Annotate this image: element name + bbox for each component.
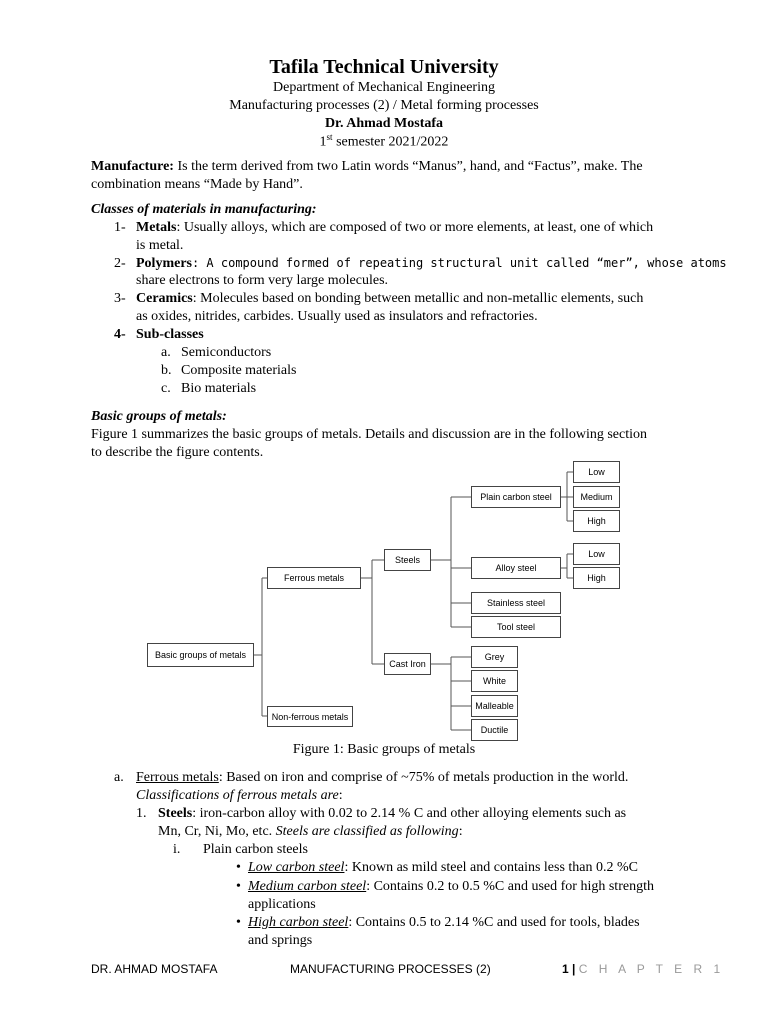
node-basic-groups: Basic groups of metals <box>147 643 254 667</box>
manufacture-line-2: combination means “Made by Hand”. <box>91 177 303 192</box>
bullet-icon: • <box>236 915 241 930</box>
node-grey: Grey <box>471 646 518 668</box>
subclass-letter-a: a. <box>161 345 171 360</box>
node-cast-iron: Cast Iron <box>384 653 431 675</box>
class-term: Polymers <box>136 256 192 271</box>
node-alloy-steel: Alloy steel <box>471 557 561 579</box>
node-high-plain: High <box>573 510 620 532</box>
steels-term: Steels <box>158 806 193 821</box>
chapter-label: C H A P T E R 1 <box>578 962 725 976</box>
steels-text: : iron-carbon alloy with 0.02 to 2.14 % C and other alloying elements such as <box>192 806 627 821</box>
manufacture-text: Is the term derived from two Latin words “Manus”, hand, and “Factus”, make. The <box>173 159 643 174</box>
bullet-text: : Contains 0.5 to 2.14 %C and used for tools, blades <box>348 915 640 930</box>
ferrous-classification-colon: : <box>338 788 343 803</box>
instructor-name: Dr. Ahmad Mostafa <box>324 116 444 131</box>
bullet-low-carbon <box>248 860 638 876</box>
ferrous-text: : Based on iron and comprise of ~75% of metals production in the world. <box>218 770 629 785</box>
node-steels: Steels <box>384 549 431 571</box>
class-item-subclasses: Sub-classes <box>136 327 204 342</box>
ferrous-letter: a. <box>114 770 124 785</box>
figure-caption: Figure 1: Basic groups of metals <box>292 742 476 757</box>
steels-num: 1. <box>136 806 147 821</box>
ferrous-line <box>136 770 628 786</box>
node-white: White <box>471 670 518 692</box>
node-low-plain: Low <box>573 461 620 483</box>
subclass-composite: Composite materials <box>181 363 297 378</box>
bullet-text: : Contains 0.2 to 0.5 %C and used for high strength <box>366 879 654 894</box>
class-text: : Usually alloys, which are composed of two or more elements, at least, one of which <box>176 220 654 235</box>
class-item-metals-cont: is metal. <box>136 238 184 253</box>
node-medium-plain: Medium <box>573 486 620 508</box>
footer-course: MANUFACTURING PROCESSES (2) <box>290 962 491 976</box>
footer-author: DR. AHMAD MOSTAFA <box>91 962 218 976</box>
bullet-medium-carbon <box>248 879 654 895</box>
class-item-ceramics-cont: as oxides, nitrides, carbides. Usually used as insulators and refractories. <box>136 309 538 324</box>
steels-line-2 <box>158 824 463 840</box>
subclass-bio: Bio materials <box>181 381 257 396</box>
steels-colon: : <box>458 824 463 839</box>
node-malleable: Malleable <box>471 695 518 717</box>
footer-separator: | <box>572 962 576 976</box>
subclass-letter-b: b. <box>161 363 172 378</box>
basic-groups-line-2: to describe the figure contents. <box>91 445 264 460</box>
ferrous-classification-text: Classifications of ferrous metals are <box>136 788 339 803</box>
semester-text: semester 2021/2022 <box>332 134 449 150</box>
subclass-letter-c: c. <box>161 381 171 396</box>
plain-carbon-steels-label: Plain carbon steels <box>203 842 308 857</box>
classes-heading: Classes of materials in manufacturing: <box>91 202 317 217</box>
node-ductile: Ductile <box>471 719 518 741</box>
bullet-text: : Known as mild steel and contains less than 0.2 %C <box>344 860 639 875</box>
bullet-medium-carbon-cont: applications <box>248 897 316 912</box>
class-item-num-4: 4- <box>114 327 126 342</box>
department-line: Department of Mechanical Engineering <box>273 80 495 95</box>
page-number: 1 <box>562 962 569 976</box>
node-ferrous-metals: Ferrous metals <box>267 567 361 589</box>
node-plain-carbon-steel: Plain carbon steel <box>471 486 561 508</box>
class-text: : Molecules based on bonding between metallic and non-metallic elements, such <box>192 291 644 306</box>
class-item-polymers-cont: share electrons to form very large molecules. <box>136 273 389 288</box>
bullet-icon: • <box>236 879 241 894</box>
node-tool-steel: Tool steel <box>471 616 561 638</box>
steels-line-1 <box>158 806 626 822</box>
footer-page <box>562 962 724 976</box>
roman-i: i. <box>173 842 181 857</box>
course-line: Manufacturing processes (2) / Metal forming processes <box>229 98 539 113</box>
bullet-term: Low carbon steel <box>248 860 345 875</box>
bullet-icon: • <box>236 860 241 875</box>
steels-text-cont: Mn, Cr, Ni, Mo, etc. <box>158 824 276 839</box>
bullet-high-carbon-cont: and springs <box>248 933 313 948</box>
manufacture-term: Manufacture: <box>91 159 174 174</box>
bullet-term: High carbon steel <box>248 915 349 930</box>
basic-groups-heading: Basic groups of metals: <box>91 409 227 424</box>
ferrous-classification-line <box>136 788 343 804</box>
class-text: : A compound formed of repeating structural unit called “mer”, whose atoms <box>191 256 727 270</box>
node-stainless-steel: Stainless steel <box>471 592 561 614</box>
class-term: Metals <box>136 220 177 235</box>
node-low-alloy: Low <box>573 543 620 565</box>
basic-groups-line-1: Figure 1 summarizes the basic groups of metals. Details and discussion are in the following section <box>91 427 647 442</box>
steels-classified-text: Steels are classified as following <box>275 824 459 839</box>
node-non-ferrous-metals: Non-ferrous metals <box>267 706 353 727</box>
class-item-num-1: 1- <box>114 220 126 235</box>
bullet-high-carbon <box>248 915 640 931</box>
class-term: Ceramics <box>136 291 193 306</box>
semester-superscript: st <box>326 132 333 142</box>
node-high-alloy: High <box>573 567 620 589</box>
university-title: Tafila Technical University <box>269 56 499 78</box>
class-item-num-3: 3- <box>114 291 126 306</box>
subclass-semiconductors: Semiconductors <box>181 345 272 360</box>
bullet-term: Medium carbon steel <box>248 879 367 894</box>
semester-number: 1 <box>319 134 327 150</box>
class-item-num-2: 2- <box>114 256 126 271</box>
ferrous-term: Ferrous metals <box>136 770 219 785</box>
